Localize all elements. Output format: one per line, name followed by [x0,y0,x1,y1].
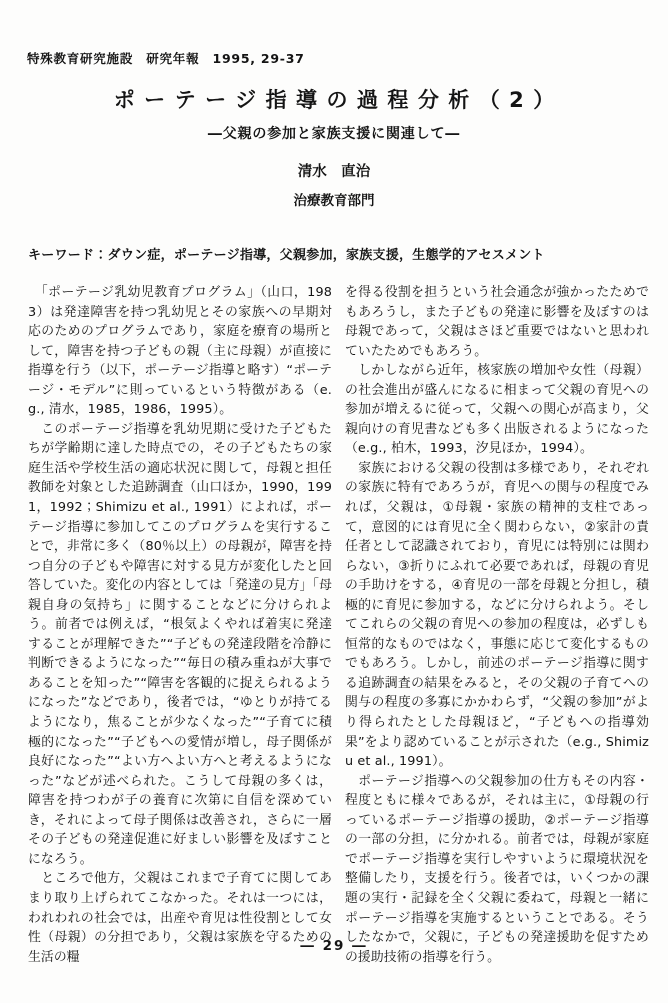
paper-title: ポーテージ指導の過程分析（2） [113,88,564,112]
journal-header: 特殊教育研究施設 研究年報 1995, 29-37 [27,51,305,66]
author-name: 清水 直治 [297,164,371,180]
keywords-line: キーワード：ダウン症，ポーテージ指導，父親参加，家族支援，生態学的アセスメント [28,248,545,263]
paragraph: 家族における父親の役割は多様であり，それぞれの家族に特有であろうが，育児への関与の程度でみれば，父親は，①母親・家族の精神的支柱であって，意図的には育児に全く関わらない，②家計の責任者として認識されており，育児には特別には関わらない，③折りにふれて必要であれば，母親の育児の手助けをする，④育児の一部を母親と分担し，積極的に育児に参加する，などに分けられよう。そしてこれらの父親の育児への参加の程度は，必ずしも恒常的なものではなく，事態に応じて変化するものでもあろう。しかし，前述のポーテージ指導に関する追跡調査の結果をみると，その父親の子育てへの関与の程度の多寡にかかわらず，“父親の参加”がより得られたとした母親ほど，“子どもへの指導効果”をより認めていることが示された（e.g., Shimizu et al., 1991）。 [345,460,649,770]
paragraph: 「ポーテージ乳幼児教育プログラム」（山口，1983）は発達障害を持つ乳幼児とその家族への早期対応のためのプログラムであり，家庭を療育の場所として，障害を持つ子どもの親（主に母親）が直接に指導を行う（以下，ポーテージ指導と略す）“ポーテージ・モデル”に則っているという特徴がある（e.g., 清水，1985，1986，1995）。 [28,285,332,418]
body-column-left [28,283,332,967]
page-number: ― 29 ― [300,938,368,954]
body-columns [28,283,649,967]
paragraph: ポーテージ指導への父親参加の仕方もその内容・程度ともに様々であるが，それは主に，①母親の行っているポーテージ指導の援助，②ポーテージ指導の一部の分担，に分かれる。前者では，母親が家庭でポーテージ指導を実行しやすいように環境状況を整備したり，支援を行う。後者では，いくつかの課題の実行・記録を全く父親に委ねて，母親と一緒にポーテージ指導を実施するということである。そうしたなかで，父親に，子どもの発達援助を促すための援助技術の指導を行う。 [345,773,649,965]
paragraph: このポーテージ指導を乳幼児期に受けた子どもたちが学齢期に達した時点での，その子どもたちの家庭生活や学校生活の適応状況に関して，母親と担任教師を対象とした追跡調査（山口ほか，1990，1991，1992；Shimizu et al., 1991）によれば，ポーテージ指導に参加してこのプログラムを実行することで，非常に多く（80％以上）の母親が，障害を持つ自分の子どもや障害に対する見方が変化したと回答していた。変化の内容としては「発達の見方」「母親自身の気持ち」に関することなどに分けられよう。前者では例えば，“根気よくやれば着実に発達することが理解できた”“子どもの発達段階を冷静に判断できるようになった”“毎日の積み重ねが大事であることを知った”“障害を客観的に捉えられるようになった”などであり，後者では，“ゆとりが持てるようになり，焦ることが少なくなった”“子育てに積極的になった”“子どもへの愛情が増し，母子関係が良好になった”“よい方へよい方へと考えるようになった”などが述べられた。こうして母親の多くは，障害を持つわが子の養育に次第に自信を深めていき，それによって母子関係は改善され，さらに一層その子どもの発達促進に好ましい影響を及ぼすことになろう。 [28,421,332,867]
paper-subtitle: ―父親の参加と家族支援に関連して― [207,126,461,142]
body-column-right [345,283,649,967]
affiliation: 治療教育部門 [293,193,375,209]
paragraph: しかしながら近年，核家族の増加や女性（母親）の社会進出が盛んになるに相まって父親の育児への参加が増えるに従って，父親への関心が高まり，父親向けの育児書なども多く出版されるようになった（e.g., 柏木，1993，汐見ほか，1994）。 [345,363,649,457]
paragraph: を得る役割を担うという社会通念が強かったためでもあろうし，また子どもの発達に影響を及ぼすのは母親であって，父親はさほど重要ではないと思われていたためでもあろう。 [345,285,649,359]
paragraph: ところで他方，父親はこれまで子育てに関してあまり取り上げられてこなかった。それは一つには，われわれの社会では，出産や育児は性役割として女性（母親）の分担であり，父親は家族を守るための生活の糧 [28,871,332,965]
